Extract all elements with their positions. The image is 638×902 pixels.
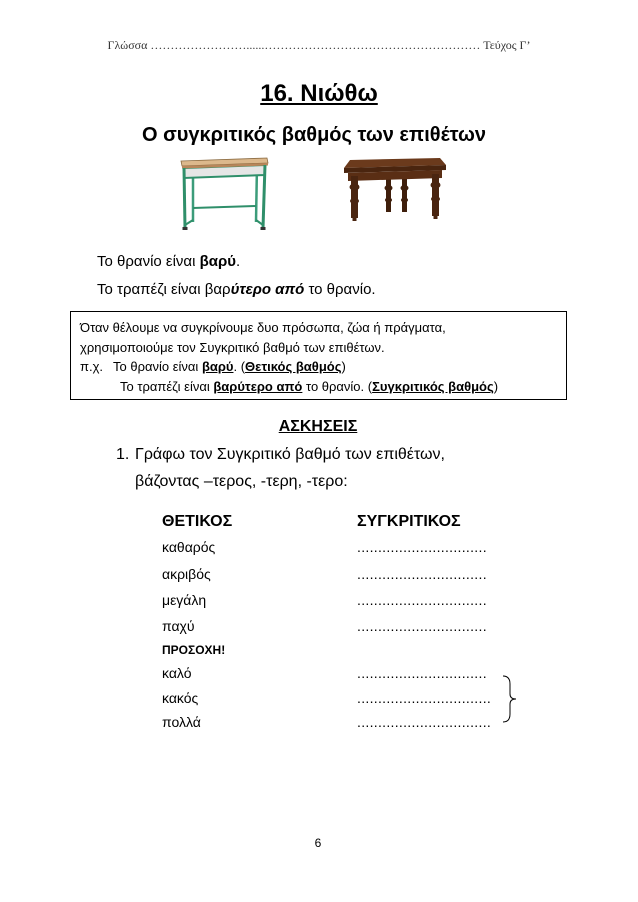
rule-example-text: Το τραπέζι είναι: [120, 378, 214, 394]
rule-line: χρησιμοποιούμε τον Συγκριτικό βαθμό των επιθέτων.: [80, 339, 385, 355]
rule-example-text: το θρανίο. (: [302, 378, 373, 394]
answer-blank: ...............................: [357, 539, 487, 555]
instruction-text: Γράφω τον Συγκριτικό βαθμό των επιθέτων,: [135, 446, 445, 463]
irregular-adjective-word: καλό: [162, 665, 192, 681]
school-desk-icon: [176, 152, 272, 234]
rule-example-comparative: [80, 377, 566, 397]
rule-example-text: ): [341, 359, 346, 374]
lesson-subtitle: Ο συγκριτικός βαθμός των επιθέτων: [141, 124, 487, 146]
exercise-instruction-line2: βάζοντας –τερος, -τερη, -τερο:: [135, 473, 348, 490]
example-text: .: [236, 253, 241, 270]
rule-example-positive: [80, 357, 566, 377]
adjective-word: ακριβός: [162, 566, 211, 582]
example-sentence-comparative: [97, 280, 376, 300]
answer-blank: ...............................: [357, 566, 487, 582]
exercise-instruction-line1: [116, 445, 445, 465]
example-text: το θρανίο.: [304, 281, 376, 298]
example-text: Το θρανίο είναι: [97, 253, 200, 270]
example-emphasis: βαρύ: [199, 253, 236, 270]
degree-label: Θετικός βαθμός: [245, 359, 342, 374]
rule-box: [70, 311, 567, 400]
rule-line: Όταν θέλουμε να συγκρίνουμε δυο πρόσωπα, ζώα ή πράγματα,: [80, 320, 446, 335]
degree-label: Συγκριτικός βαθμός: [372, 378, 494, 394]
rule-example-text: . (: [233, 359, 246, 374]
irregular-adjective-word: κακός: [162, 690, 199, 706]
rule-example-text: ): [493, 378, 499, 394]
irregular-adjective-word: πολλά: [162, 714, 201, 730]
rule-example-text: Το θρανίο είναι: [113, 359, 202, 374]
adjective-word: καθαρός: [162, 539, 216, 555]
exercises-heading: ΑΣΚΗΣΕΙΣ: [278, 418, 358, 435]
answer-blank: ...............................: [357, 618, 487, 634]
adjective-word: μεγάλη: [162, 592, 207, 608]
answer-blank: ...............................: [357, 592, 487, 608]
example-sentence-positive: [97, 252, 240, 272]
example-emphasis: ύτερο από: [230, 281, 305, 298]
exercise-number: 1.: [116, 446, 130, 463]
rule-example-emphasis: βαρύτερο από: [213, 378, 303, 394]
example-prefix: π.χ.: [80, 359, 104, 374]
column-header-positive: ΘΕΤΙΚΟΣ: [162, 513, 233, 530]
page-number: 6: [314, 836, 322, 850]
wooden-table-icon: [340, 152, 450, 224]
page-header: Γλώσσα ……………………......……………………………………………… Τεύχος Γ’: [107, 38, 531, 52]
answer-blank: ................................: [357, 690, 492, 706]
answer-blank: ...............................: [357, 665, 487, 681]
lesson-title: 16. Νιώθω: [260, 80, 378, 107]
attention-note: ΠΡΟΣΟΧΗ!: [162, 643, 226, 657]
example-text: Το τραπέζι είναι βαρ: [97, 281, 231, 298]
answer-blank: ................................: [357, 714, 492, 730]
curly-brace-icon: [498, 672, 522, 728]
adjective-word: παχύ: [162, 618, 195, 634]
column-header-comparative: ΣΥΓΚΡΙΤΙΚΟΣ: [357, 513, 461, 530]
rule-example-emphasis: βαρύ: [201, 359, 234, 374]
